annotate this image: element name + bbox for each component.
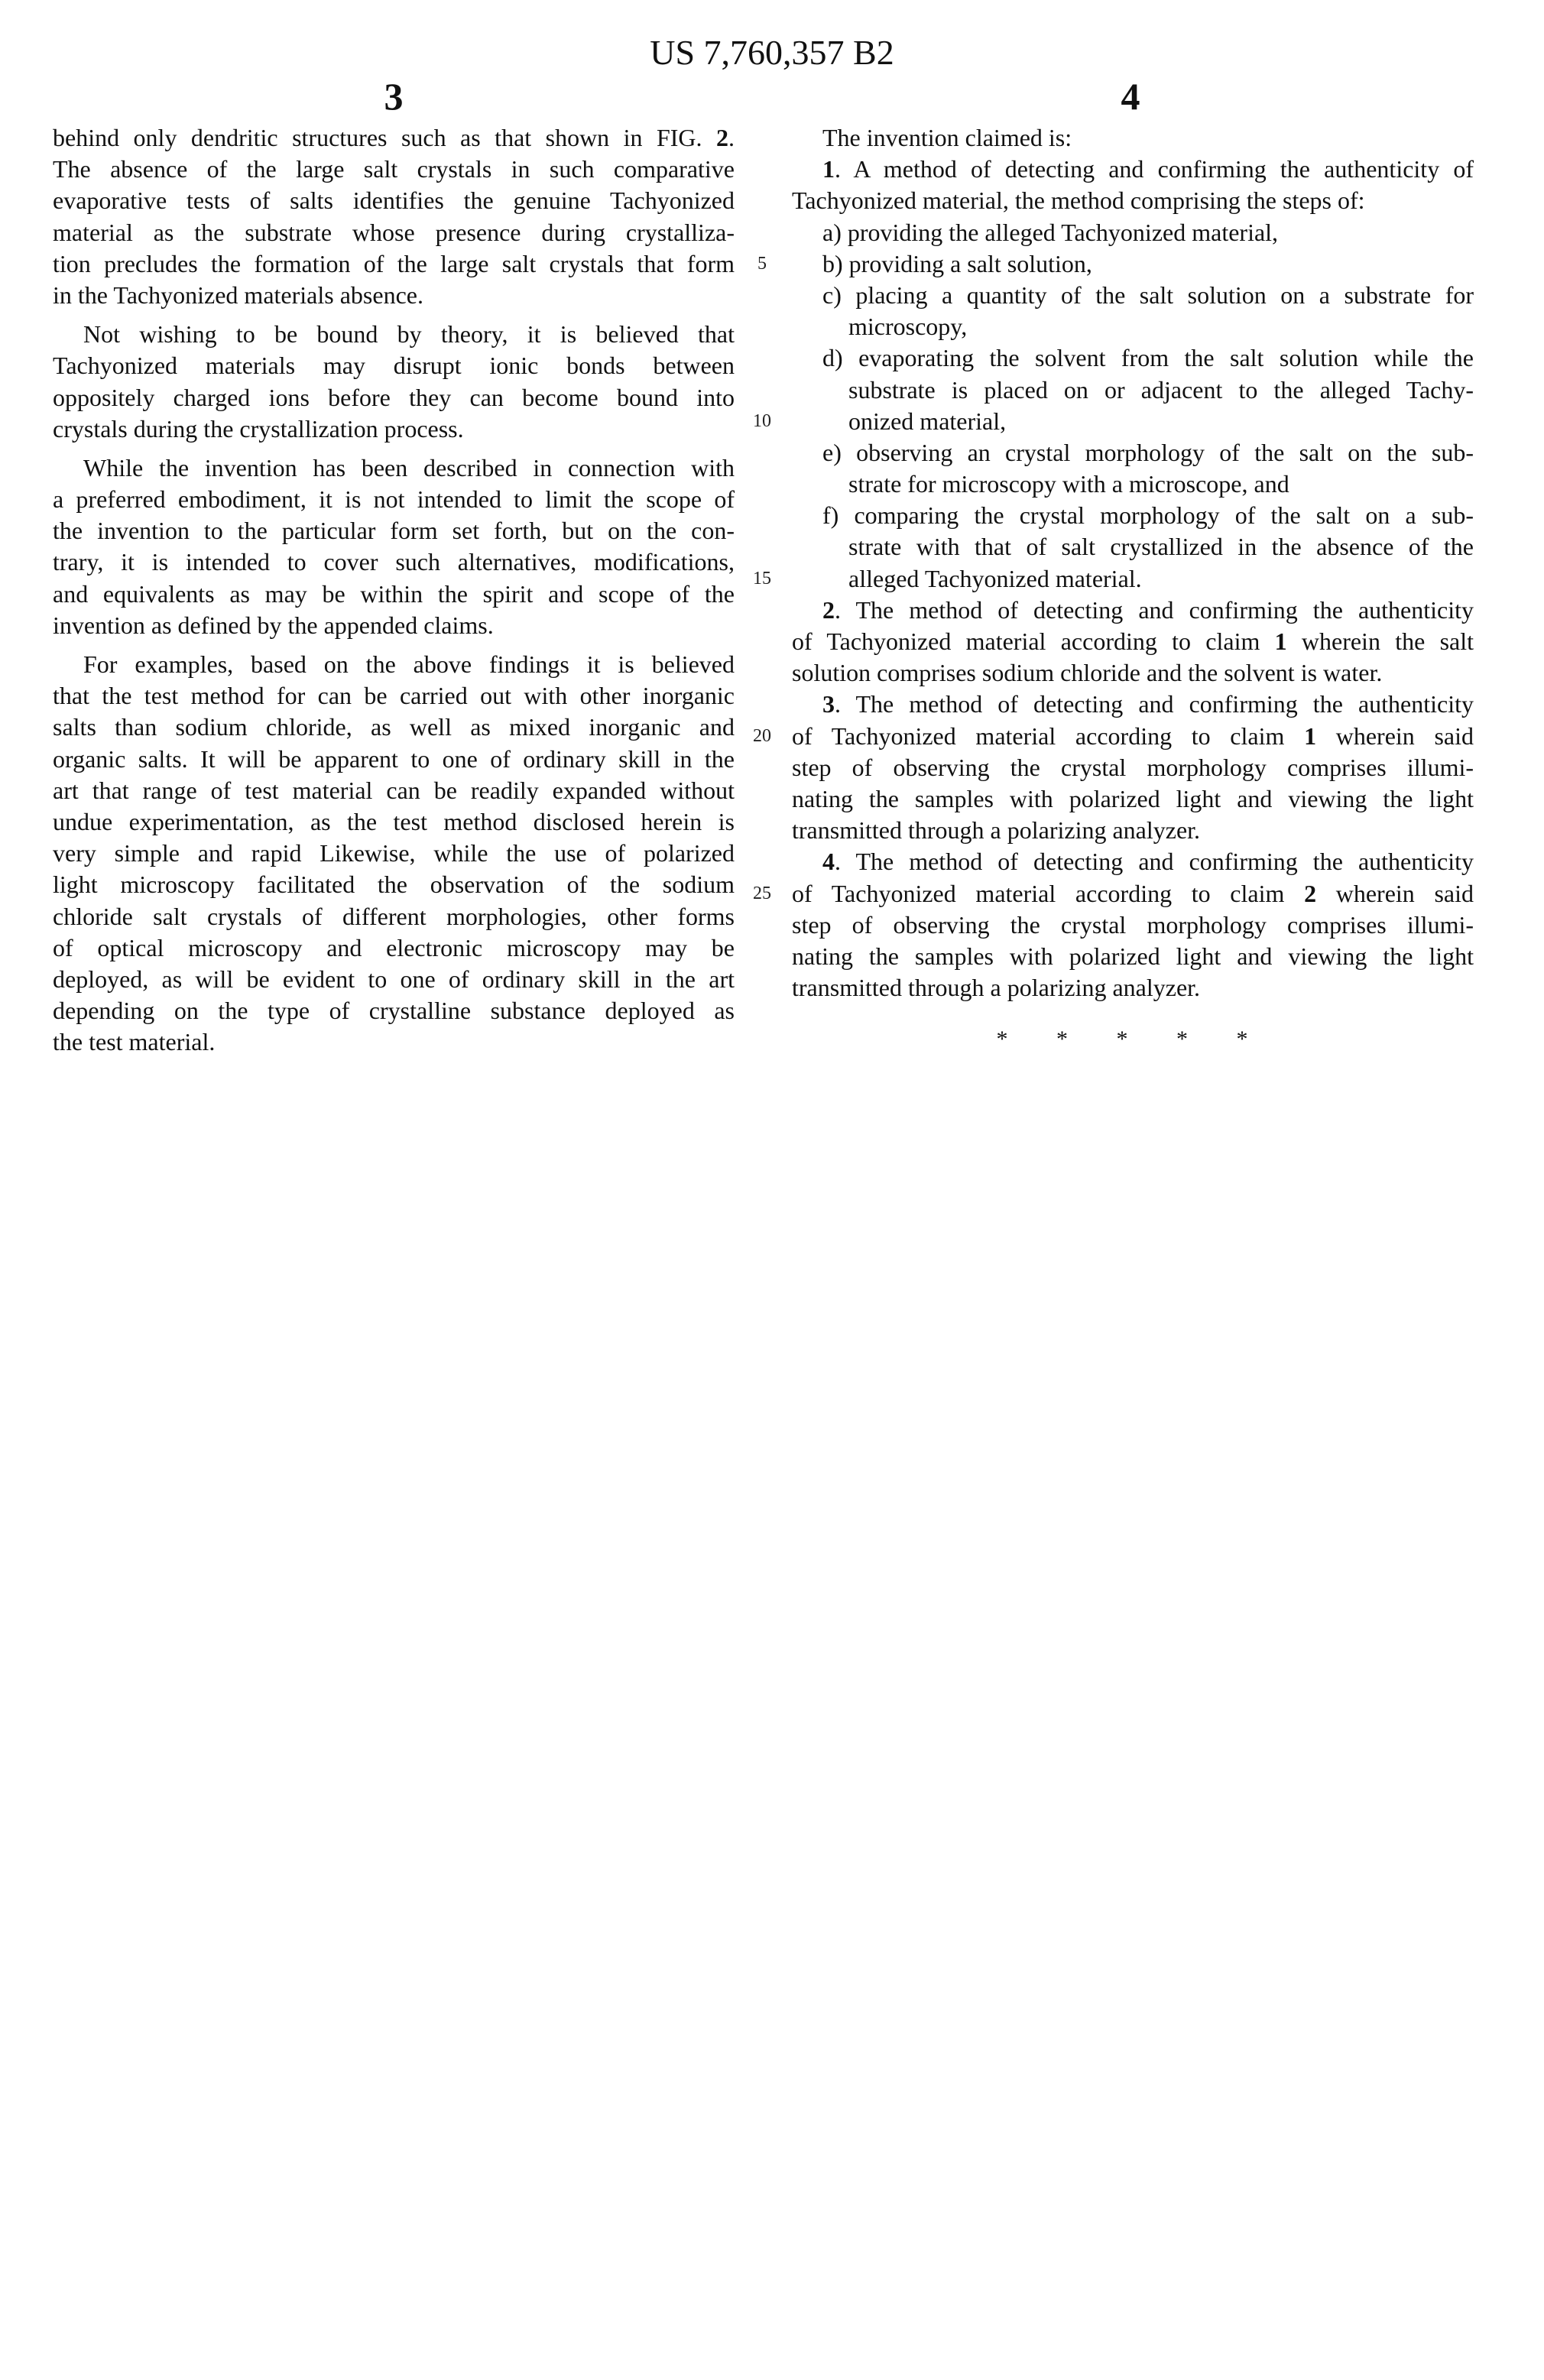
text-run: organic salts. It will be apparent to one of ordinary skill in the: [53, 744, 735, 773]
text-run: invention as defined by the appended claims.: [53, 611, 494, 639]
text-line: [792, 972, 1474, 1004]
text-run: Not wishing to be bound by theory, it is believed that: [83, 320, 735, 349]
text-line: [792, 311, 1474, 342]
text-run: material as the substrate whose presence during crystalliza-: [53, 218, 735, 246]
text-run: d) evaporating the solvent from the salt solution while the: [822, 344, 1474, 372]
text-run: salts than sodium chloride, as well as mixed inorganic and: [53, 713, 735, 741]
text-line: [53, 680, 735, 712]
paragraph: [53, 649, 735, 1058]
text-run: . The method of detecting and confirming the authenticity: [835, 848, 1474, 876]
text-line: [53, 484, 735, 515]
text-line: [792, 846, 1474, 877]
text-line: [53, 806, 735, 838]
text-line: [792, 500, 1474, 531]
text-run: deployed, as will be evident to one of ordinary skill in the art: [53, 965, 735, 993]
text-run: wherein said: [1316, 879, 1474, 907]
text-run: microscopy,: [848, 313, 968, 341]
text-line: [53, 869, 735, 900]
bold-number: 4: [822, 848, 835, 876]
bold-number: 2: [716, 124, 728, 151]
text-run: in the Tachyonized materials absence.: [53, 280, 423, 309]
text-run: step of observing the crystal morphology comprises illumi-: [792, 910, 1474, 939]
text-line: [53, 932, 735, 964]
text-run: Tachyonized material, the method comprising the steps of:: [792, 186, 1365, 215]
text-line: [792, 217, 1474, 248]
text-run: a preferred embodiment, it is not intended to limit the scope of: [53, 485, 735, 514]
text-line: [53, 744, 735, 775]
bold-number: 2: [1304, 879, 1317, 907]
line-number: 25: [753, 883, 771, 903]
text-line: [792, 375, 1474, 406]
text-run: the invention to the particular form set forth, but on the con-: [53, 517, 735, 545]
text-run: .: [728, 124, 735, 151]
line-number: 20: [753, 725, 771, 746]
text-run: undue experimentation, as the test method disclosed herein is: [53, 807, 735, 835]
text-line: [792, 657, 1474, 689]
bold-number: 3: [822, 690, 835, 718]
text-line: [792, 626, 1474, 657]
claim: [792, 595, 1474, 689]
text-run: f) comparing the crystal morphology of the salt on a sub-: [822, 501, 1474, 530]
text-line: [792, 531, 1474, 563]
text-run: of Tachyonized material according to claim: [792, 879, 1305, 907]
line-number: 5: [757, 253, 767, 274]
text-line: [53, 280, 735, 311]
bold-number: 1: [1274, 627, 1287, 655]
text-run: strate for microscopy with a microscope, and: [848, 470, 1289, 498]
text-line: [53, 452, 735, 484]
text-line: [53, 248, 735, 280]
text-line: [792, 689, 1474, 720]
text-line: [792, 280, 1474, 311]
text-run: of optical microscopy and electronic microscopy may be: [53, 933, 735, 961]
text-run: and equivalents as may be within the spirit and scope of the: [53, 579, 735, 608]
text-run: While the invention has been described in connection with: [83, 453, 735, 482]
text-run: light microscopy facilitated the observation of the sodium: [53, 871, 735, 899]
text-run: transmitted through a polarizing analyzer.: [792, 974, 1201, 1002]
text-run: The invention claimed is:: [822, 124, 1072, 151]
claims-column: [792, 122, 1474, 1004]
text-line: [53, 185, 735, 216]
text-run: solution comprises sodium chloride and the solvent is water.: [792, 659, 1383, 687]
text-run: crystals during the crystallization process.: [53, 414, 464, 443]
text-line: [792, 122, 1474, 154]
text-run: tion precludes the formation of the large salt crystals that form: [53, 249, 735, 277]
text-run: nating the samples with polarized light and viewing the light: [792, 784, 1474, 812]
text-run: of Tachyonized material according to claim: [792, 627, 1275, 655]
text-run: c) placing a quantity of the salt solution on a substrate for: [822, 280, 1474, 309]
claims-heading: [792, 122, 1474, 154]
claim-step: [792, 280, 1474, 342]
text-run: that the test method for can be carried out with other inorganic: [53, 682, 735, 710]
text-line: [53, 964, 735, 995]
text-line: [53, 382, 735, 413]
claim-step: [792, 500, 1474, 595]
end-of-claims-marker: * * * * *: [996, 1026, 1270, 1052]
text-line: [792, 342, 1474, 374]
line-number: 10: [753, 410, 771, 431]
text-line: [53, 154, 735, 185]
column-number-left: 3: [384, 75, 404, 118]
text-run: nating the samples with polarized light and viewing the light: [792, 942, 1474, 970]
text-run: very simple and rapid Likewise, while the use of polarized: [53, 839, 735, 867]
patent-number-header: US 7,760,357 B2: [650, 33, 894, 72]
text-line: [792, 406, 1474, 437]
left-text-column: [53, 122, 735, 1065]
paragraph: [53, 319, 735, 445]
bold-number: 2: [822, 595, 835, 624]
claim-step: [792, 217, 1474, 248]
text-run: wherein said: [1316, 721, 1474, 750]
text-line: [53, 838, 735, 869]
text-line: [53, 995, 735, 1026]
text-line: [792, 154, 1474, 185]
text-line: [792, 437, 1474, 469]
text-line: [792, 248, 1474, 280]
text-run: behind only dendritic structures such as that shown in FIG.: [53, 124, 716, 151]
text-line: [53, 1026, 735, 1058]
text-run: art that range of test material can be readily expanded without: [53, 776, 735, 804]
line-number: 15: [753, 568, 771, 589]
claim-step: [792, 437, 1474, 500]
text-run: the test material.: [53, 1028, 216, 1056]
text-line: [53, 515, 735, 546]
text-line: [53, 901, 735, 932]
claim-step: [792, 248, 1474, 280]
text-line: [792, 469, 1474, 500]
text-line: [792, 185, 1474, 216]
text-line: [53, 350, 735, 381]
column-number-right: 4: [1121, 75, 1140, 118]
text-run: Tachyonized materials may disrupt ionic bonds between: [53, 352, 735, 380]
text-line: [53, 712, 735, 743]
text-run: For examples, based on the above findings it is believed: [83, 650, 735, 678]
text-run: . The method of detecting and confirming the authenticity: [835, 690, 1474, 718]
text-run: The absence of the large salt crystals in such comparative: [53, 155, 735, 183]
text-line: [53, 319, 735, 350]
text-line: [792, 563, 1474, 595]
text-run: substrate is placed on or adjacent to the alleged Tachy-: [848, 375, 1474, 404]
text-run: oppositely charged ions before they can become bound into: [53, 383, 735, 411]
text-run: alleged Tachyonized material.: [848, 564, 1142, 592]
text-run: onized material,: [848, 407, 1007, 435]
text-run: depending on the type of crystalline substance deployed as: [53, 997, 735, 1025]
text-line: [53, 579, 735, 610]
text-run: trary, it is intended to cover such alternatives, modifications,: [53, 548, 735, 576]
text-line: [792, 815, 1474, 846]
text-line: [53, 610, 735, 641]
text-run: step of observing the crystal morphology comprises illumi-: [792, 753, 1474, 781]
text-run: . A method of detecting and confirming the authenticity of: [835, 155, 1474, 183]
text-line: [792, 783, 1474, 815]
text-run: transmitted through a polarizing analyzer.: [792, 816, 1201, 845]
text-line: [53, 413, 735, 445]
text-run: a) providing the alleged Tachyonized material,: [822, 218, 1279, 246]
text-line: [792, 721, 1474, 752]
text-run: strate with that of salt crystallized in the absence of the: [848, 533, 1474, 561]
text-run: wherein the salt: [1286, 627, 1474, 655]
text-line: [53, 546, 735, 578]
claim-step: [792, 342, 1474, 437]
text-line: [53, 122, 735, 154]
text-run: of Tachyonized material according to claim: [792, 721, 1305, 750]
claim: [792, 154, 1474, 216]
claim: [792, 846, 1474, 1004]
claim: [792, 689, 1474, 846]
bold-number: 1: [822, 155, 835, 183]
text-line: [792, 752, 1474, 783]
text-run: e) observing an crystal morphology of the salt on the sub-: [822, 438, 1474, 466]
text-line: [53, 775, 735, 806]
text-run: chloride salt crystals of different morphologies, other forms: [53, 902, 735, 930]
text-run: evaporative tests of salts identifies the genuine Tachyonized: [53, 186, 735, 215]
text-line: [792, 941, 1474, 972]
text-line: [53, 217, 735, 248]
paragraph: [53, 122, 735, 311]
text-run: b) providing a salt solution,: [822, 249, 1092, 277]
text-line: [53, 649, 735, 680]
paragraph: [53, 452, 735, 641]
text-run: . The method of detecting and confirming the authenticity: [835, 595, 1474, 624]
text-line: [792, 878, 1474, 910]
bold-number: 1: [1304, 721, 1317, 750]
text-line: [792, 595, 1474, 626]
text-line: [792, 910, 1474, 941]
